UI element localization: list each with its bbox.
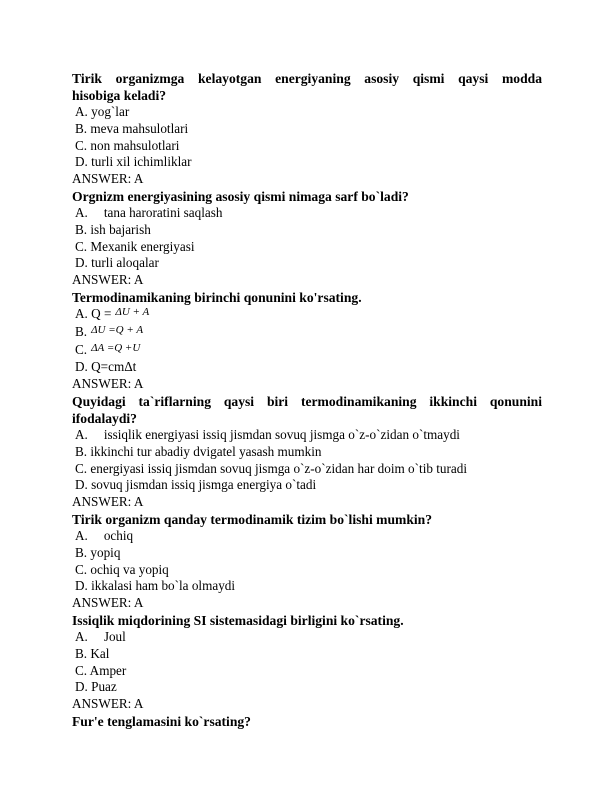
option-text: Puaz [91,679,117,695]
question-7: Fur'e tenglamasini ko`rsating? [72,713,251,729]
question-1-option-d [72,154,542,171]
option-letter: D. [75,578,88,594]
option-text: meva mahsulotlari [90,120,189,136]
answer-6: ANSWER: A [72,696,144,712]
question-6-option-c [72,663,542,680]
option-text: turli xil ichimliklar [91,154,192,170]
question-1 [72,70,542,104]
option-letter: C. [75,561,88,577]
option-letter: D. [75,255,88,271]
option-letter: B. [75,221,88,237]
question-3-option-c [72,342,542,360]
question-4-line-2: ifodalaydi? [72,410,137,426]
option-letter: C. [75,137,88,153]
option-text: Q=cmΔt [91,359,137,375]
question-2-option-a [72,205,542,222]
option-text: Mexanik energiyasi [90,238,195,254]
question-5: Tirik organizm qanday termodinamik tizim bo`lishi mumkin? [72,511,433,527]
option-letter: A. [75,305,88,321]
question-2-option-c [72,239,542,256]
question-1-option-a [72,104,542,121]
question-5-option-c [72,562,542,579]
question-4-option-d [72,477,542,494]
option-text: turli aloqalar [91,255,159,271]
question-5-option-d [72,578,542,595]
option-letter: A. [75,628,88,644]
option-text: non mahsulotlari [90,137,180,153]
option-letter: C. [75,341,88,357]
option-text: energiyasi issiq jismdan sovuq jismga o`z-o`zidan har doim o`tib turadi [90,460,468,476]
option-letter: D. [75,154,88,170]
option-text: ochiq [103,527,134,543]
quiz-content [72,70,542,730]
question-1-option-b [72,121,542,138]
question-1-option-c [72,138,542,155]
question-1-line-2: hisobiga keladi? [72,88,167,103]
formula: ΔU =Q + A [91,323,144,336]
option-letter: B. [75,645,88,661]
answer-1: ANSWER: A [72,171,144,187]
option-text: sovuq jismdan issiq jismga energiya o`tadi [91,477,317,493]
question-3-option-b [72,324,542,342]
option-letter: C. [75,460,88,476]
option-text: Kal [90,645,110,661]
option-letter: A. [75,204,88,220]
option-text: ikkinchi tur abadiy dvigatel yasash mumkin [90,443,322,459]
option-text: ochiq va yopiq [90,561,169,577]
formula: ΔA =Q +U [91,341,141,354]
option-letter: A. [75,426,88,442]
question-5-option-b [72,545,542,562]
option-letter: B. [75,443,88,459]
question-3: Termodinamikaning birinchi qonunini ko'rsating. [72,289,362,305]
question-4-option-c [72,461,542,478]
question-4 [72,393,542,427]
question-1-line-1: Tirik organizmga kelayotgan energiyaning asosiy qismi qaysi modda [72,71,542,86]
option-letter: B. [75,120,88,136]
answer-2: ANSWER: A [72,272,144,288]
option-text: Amper [89,662,127,678]
question-4-line-1: Quyidagi ta`riflarning qaysi biri termodinamikaning ikkinchi qonunini [72,393,542,409]
option-letter: C. [75,662,88,678]
option-letter: B. [75,323,88,339]
option-text: yog`lar [91,104,130,119]
question-2-option-d [72,255,542,272]
option-text: Joul [103,628,126,644]
question-2: Orgnizm energiyasining asosiy qismi nimaga sarf bo`ladi? [72,188,409,204]
question-4-option-a [72,427,542,444]
answer-4: ANSWER: A [72,494,144,510]
option-text: ikkalasi ham bo`la olmaydi [91,578,236,594]
answer-5: ANSWER: A [72,595,144,611]
question-6: Issiqlik miqdorining SI sistemasidagi birligini ko`rsating. [72,612,404,628]
option-letter: D. [75,359,88,375]
option-letter: C. [75,238,88,254]
option-letter: B. [75,544,88,560]
question-6-option-a [72,629,542,646]
option-text: tana haroratini saqlash [103,204,223,220]
option-text: issiqlik energiyasi issiq jismdan sovuq jismga o`z-o`zidan o`tmaydi [103,426,460,442]
formula: ΔU + A [115,305,150,318]
question-5-option-a [72,528,542,545]
option-letter: A. [75,104,88,119]
option-letter: D. [75,477,88,493]
question-2-option-b [72,222,542,239]
question-6-option-b [72,646,542,663]
question-4-option-b [72,444,542,461]
question-3-option-a [72,306,542,324]
question-3-option-d [72,359,542,376]
question-6-option-d [72,679,542,696]
option-text: ish bajarish [90,221,151,237]
option-letter: A. [75,527,88,543]
option-text: yopiq [90,544,121,560]
option-letter: D. [75,679,88,695]
option-text: Q = [91,305,112,321]
answer-3: ANSWER: A [72,376,144,392]
